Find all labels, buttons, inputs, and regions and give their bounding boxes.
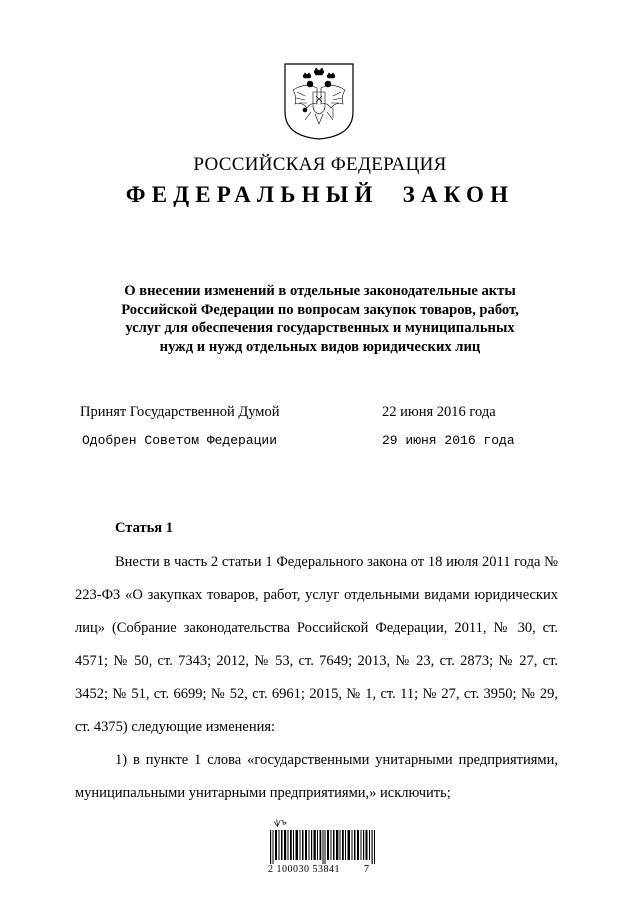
barcode-check-digit: 7 <box>364 864 369 875</box>
article-body <box>75 546 558 810</box>
article-heading: Статья 1 <box>115 520 173 536</box>
council-approval-label: Одобрен Советом Федерации <box>82 433 278 448</box>
duma-adoption-date: 22 июня 2016 года <box>382 404 496 420</box>
barcode-mark: ѱъ <box>273 817 288 828</box>
article-paragraph: Внести в часть 2 статьи 1 Федерального закона от 18 июля 2011 года № 223-ФЗ «О закупках товаров, работ, услуг отдельными видами юридических лиц» (Собрание законодательства Российской Федерации, 2011, № 30, ст. 4571; № 50, ст. 7343; 2012, № 53, ст. 7649; 2013, № 23, ст. 2873; № 27, ст. 3452; № 51, ст. 6699; № 52, ст. 6961; 2015, № 1, ст. 11; № 27, ст. 3950; № 29, ст. 4375) следующие изменения: <box>75 554 558 735</box>
country-heading: РОССИЙСКАЯ ФЕДЕРАЦИЯ <box>193 154 447 175</box>
barcode-bars-icon <box>268 830 380 864</box>
article-paragraph: 1) в пункте 1 слова «государственными унитарными предприятиями, муниципальными унитарными предприятиями,» исключить; <box>75 752 558 801</box>
duma-adoption-label: Принят Государственной Думой <box>80 404 280 420</box>
barcode <box>268 817 380 884</box>
coat-of-arms-icon <box>281 62 357 140</box>
law-type-heading: ФЕДЕРАЛЬНЫЙ ЗАКОН <box>125 182 515 207</box>
law-title-line: нужд и нужд отдельных видов юридических лиц <box>159 338 481 355</box>
barcode-number: 2 100030 53841 <box>268 864 340 875</box>
council-approval-date: 29 июня 2016 года <box>382 433 515 448</box>
law-title <box>60 282 580 356</box>
law-title-line: Российской Федерации по вопросам закупок товаров, работ, <box>121 301 519 318</box>
law-title-line: О внесении изменений в отдельные законодательные акты <box>124 283 516 299</box>
law-title-line: услуг для обеспечения государственных и муниципальных <box>125 320 515 336</box>
